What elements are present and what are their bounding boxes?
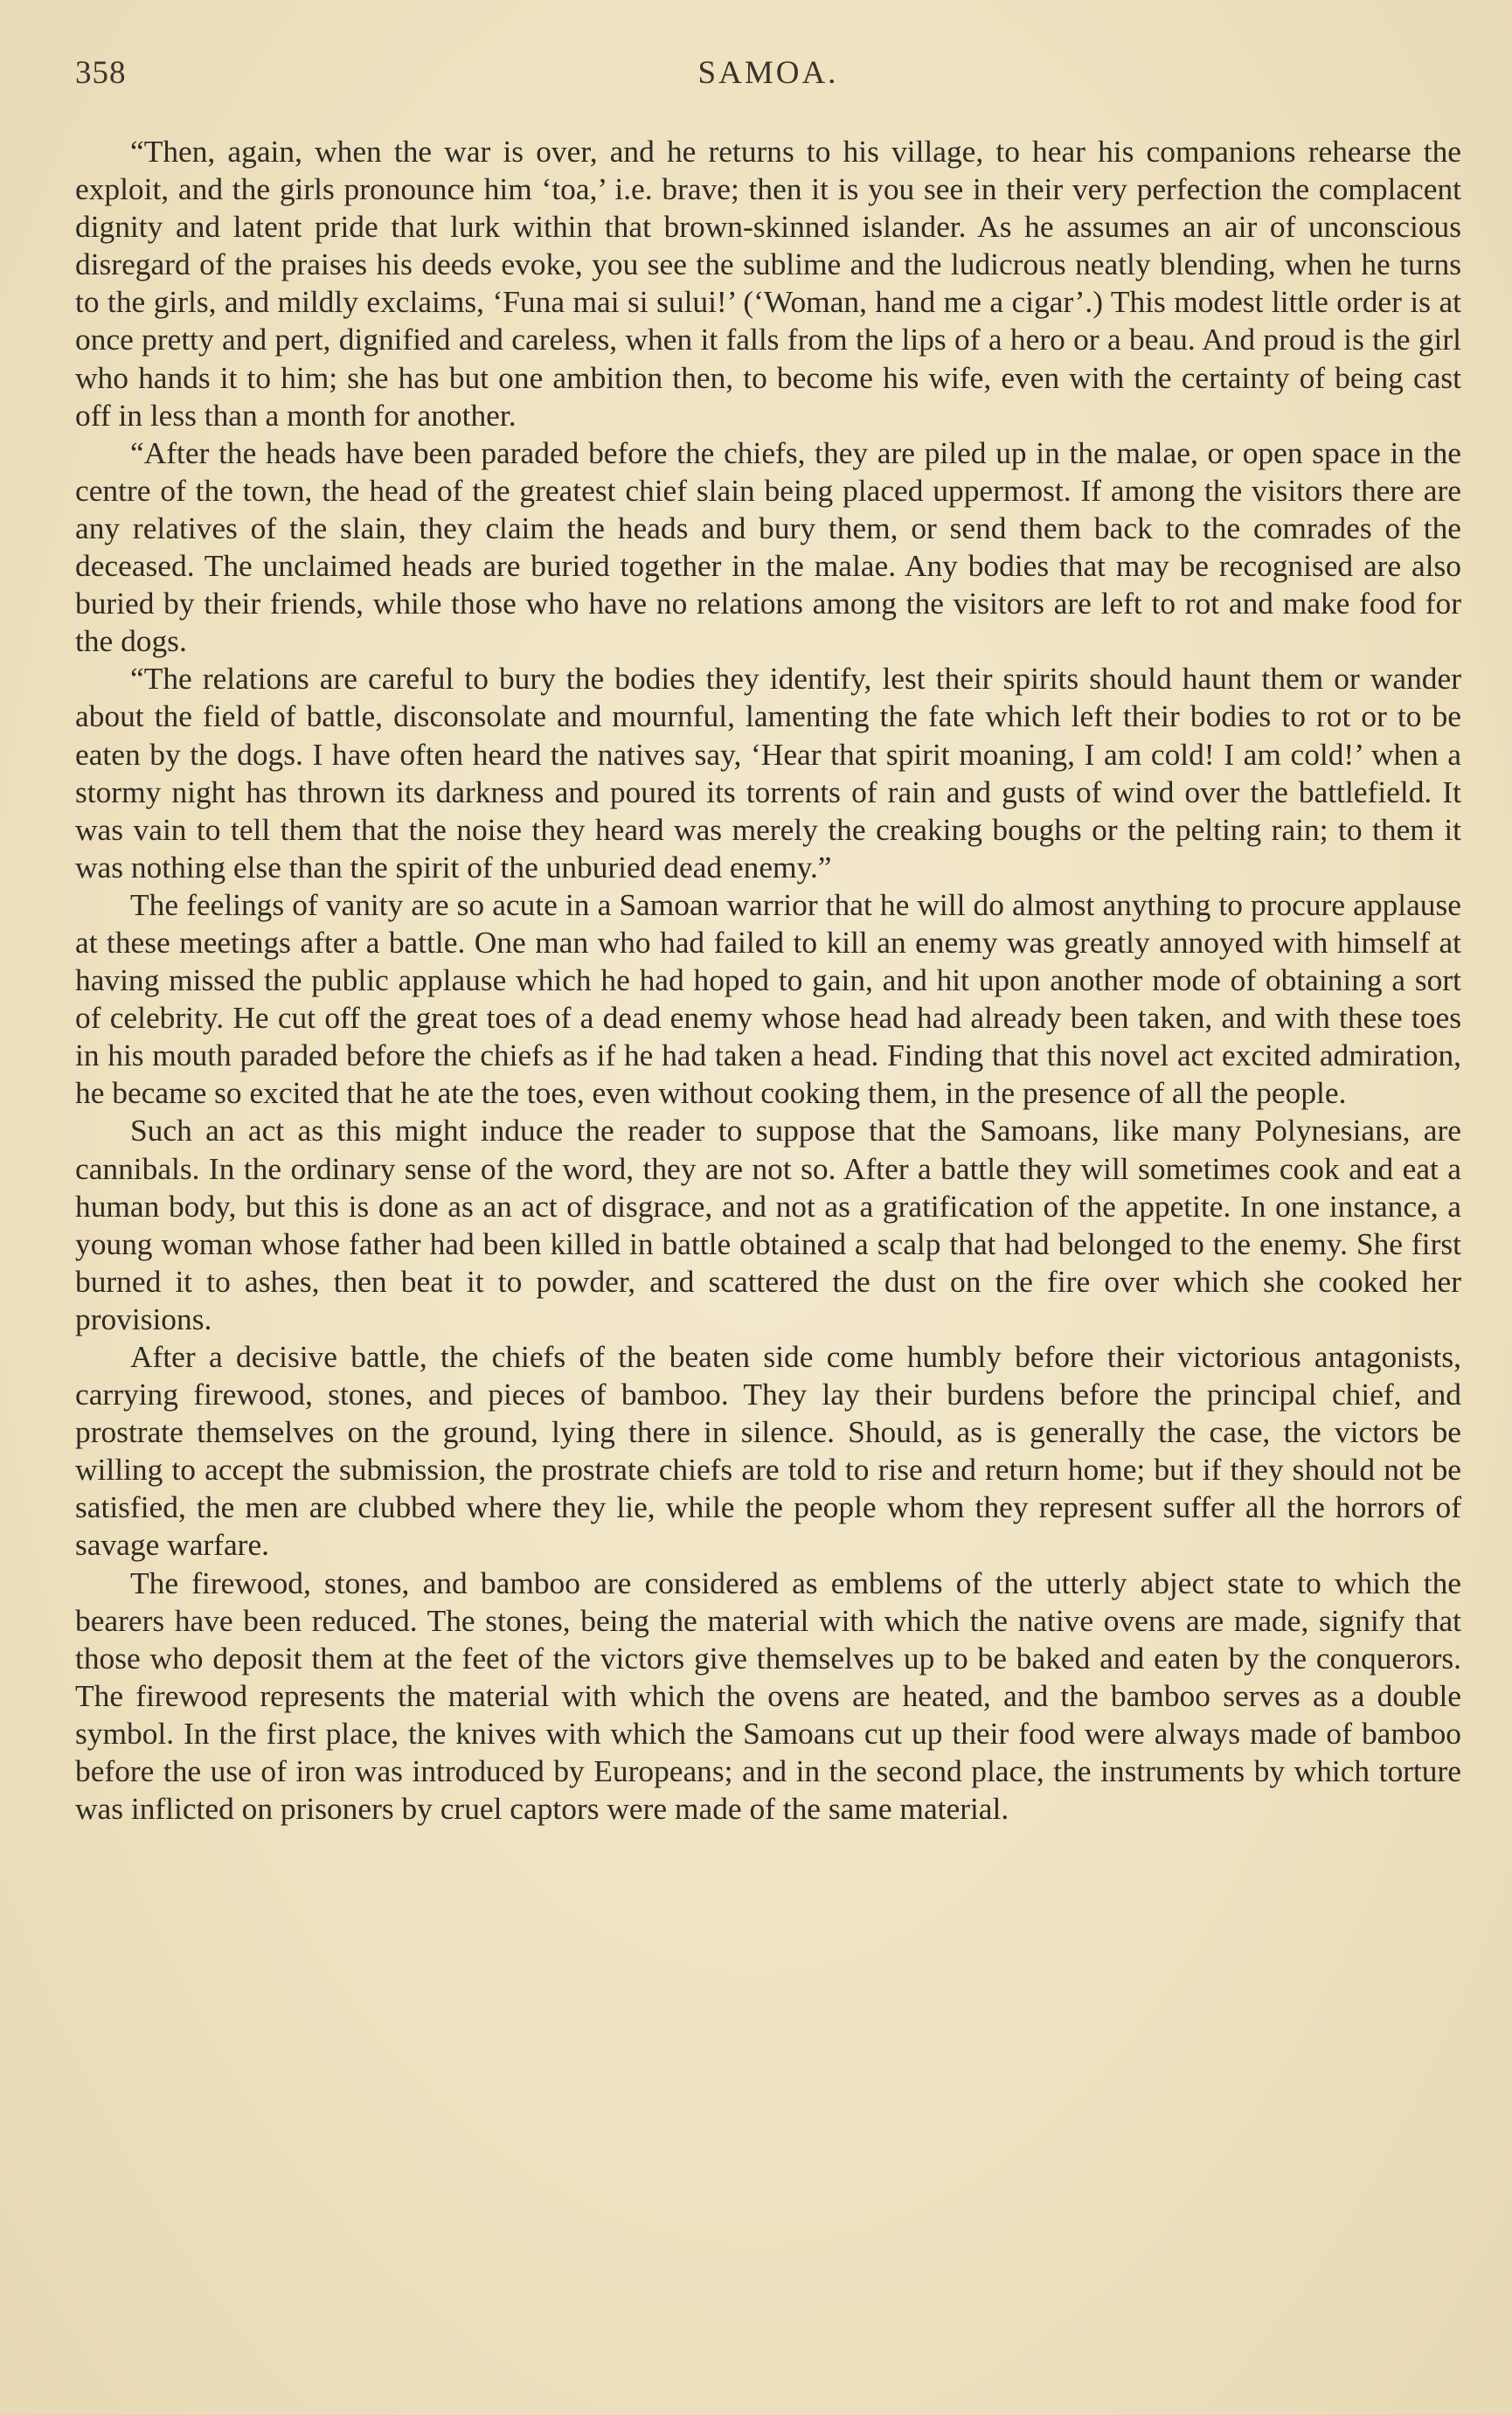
paragraph: “Then, again, when the war is over, and he returns to his village, to hear his companions rehearse the exploit, and the girls pronounce him ‘toa,’ i.e. brave; then it is you see in their very perfection the complacent dignity and latent pride that lurk within that brown-skinned islander. As he assumes an air of unconscious disregard of the praises his deeds evoke, you see the sublime and the ludicrous neatly blending, when he turns to the girls, and mildly exclaims, ‘Funa mai si sului!’ (‘Woman, hand me a cigar’.) This modest little order is at once pretty and pert, dignified and careless, when it falls from the lips of a hero or a beau. And proud is the girl who hands it to him; she has but one ambition then, to become his wife, even with the certainty of being cast off in less than a month for another. bbox=[75, 134, 1461, 433]
paragraph: The firewood, stones, and bamboo are considered as emblems of the utterly abject state to which the bearers have been reduced. The stones, being the material with which the native ovens are made, signify that those who deposit them at the feet of the victors give themselves up to be baked and eaten by the conquerors. The firewood represents the material with which the ovens are heated, and the bamboo serves as a double symbol. In the first place, the knives with which the Samoans cut up their food were always made of bamboo before the use of iron was introduced by Europeans; and in the second place, the instruments by which torture was inflicted on prisoners by cruel captors were made of the same material. bbox=[75, 1565, 1461, 1827]
running-head: SAMOA. bbox=[697, 55, 839, 91]
page-header bbox=[75, 54, 1461, 107]
paragraph: “After the heads have been paraded before the chiefs, they are piled up in the malae, or open space in the centre of the town, the head of the greatest chief slain being placed uppermost. If among the visitors there are any relatives of the slain, they claim the heads and bury them, or send them back to the comrades of the deceased. The unclaimed heads are buried together in the malae. Any bodies that may be recognised are also buried by their friends, while those who have no relations among the visitors are left to rot and make food for the dogs. bbox=[75, 434, 1461, 659]
paragraph: “The relations are careful to bury the bodies they identify, lest their spirits should haunt them or wander about the field of battle, disconsolate and mournful, lamenting the fate which left their bodies to rot or to be eaten by the dogs. I have often heard the natives say, ‘Hear that spirit moaning, I am cold! I am cold!’ when a stormy night has thrown its darkness and poured its torrents of rain and gusts of wind over the battlefield. It was vain to tell them that the noise they heard was merely the creaking boughs or the pelting rain; to them it was nothing else than the spirit of the unburied dead enemy.” bbox=[75, 661, 1461, 885]
paragraph: The feelings of vanity are so acute in a Samoan warrior that he will do almost anything to procure applause at these meetings after a battle. One man who had failed to kill an enemy was greatly annoyed with himself at having missed the public applause which he had hoped to gain, and hit upon another mode of obtaining a sort of celebrity. He cut off the great toes of a dead enemy whose head had already been taken, and with these toes in his mouth paraded before the chiefs as if he had taken a head. Finding that this novel act excited admiration, he became so excited that he ate the toes, even without cooking them, in the presence of all the people. bbox=[75, 886, 1461, 1111]
paragraph: Such an act as this might induce the reader to suppose that the Samoans, like many Polynesians, are cannibals. In the ordinary sense of the word, they are not so. After a battle they will sometimes cook and eat a human body, but this is done as an act of disgrace, and not as a gratification of the appetite. In one instance, a young woman whose father had been killed in battle obtained a scalp that had belonged to the enemy. She first burned it to ashes, then beat it to powder, and scattered the dust on the fire over which she cooked her provisions. bbox=[75, 1113, 1461, 1336]
paragraph: After a decisive battle, the chiefs of the beaten side come humbly before their victorious antagonists, carrying firewood, stones, and pieces of bamboo. They lay their burdens before the principal chief, and prostrate themselves on the ground, lying there in silence. Should, as is generally the case, the victors be willing to accept the submission, the prostrate chiefs are told to rise and return home; but if they should not be satisfied, the men are clubbed where they lie, while the people whom they represent suffer all the horrors of savage warfare. bbox=[75, 1339, 1461, 1563]
page-number: 358 bbox=[75, 55, 127, 91]
body-text bbox=[75, 133, 1461, 1828]
